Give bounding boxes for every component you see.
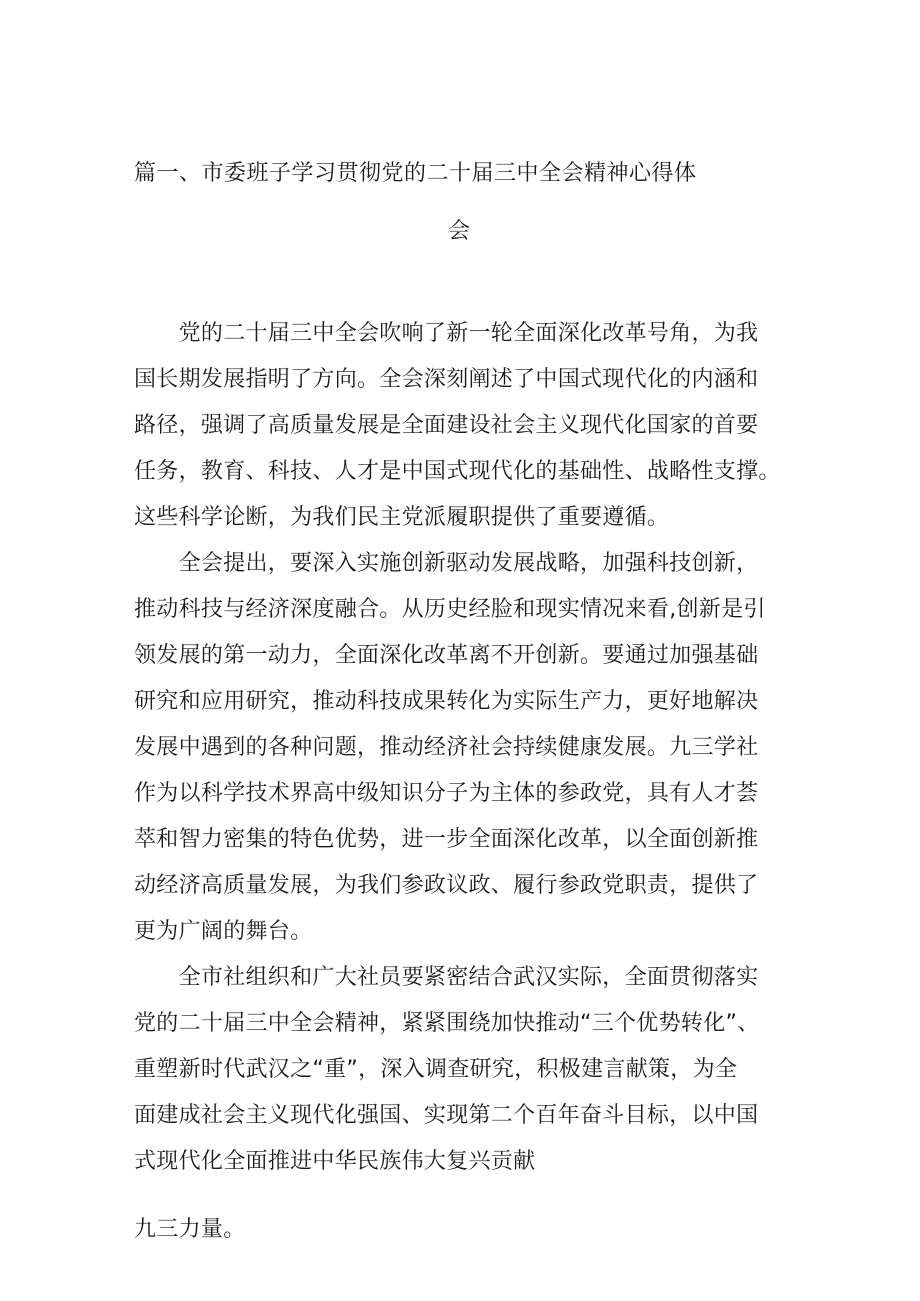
body-line: 研究和应用研究，推动科技成果转化为实际生产力，更好地解决 <box>134 689 759 714</box>
body-line: 全会提出，要深入实施创新驱动发展战略，加强科技创新， <box>134 551 759 576</box>
body-line: 这些科学论断，为我们民主党派履职提供了重要遵循。 <box>134 505 670 530</box>
document-title-line-2: 会 <box>448 219 471 244</box>
body-line: 面建成社会主义现代化强国、实现第二个百年奋斗目标，以中国 <box>134 1103 759 1128</box>
body-line: 党的二十届三中全会吹响了新一轮全面深化改革号角，为我 <box>134 321 759 346</box>
body-line: 九三力量。 <box>134 1217 246 1242</box>
body-line: 发展中遇到的各种问题，推动经济社会持续健康发展。九三学社 <box>134 735 759 760</box>
body-line: 式现代化全面推进中华民族伟大复兴贡献 <box>134 1149 536 1174</box>
body-line: 党的二十届三中全会精神，紧紧围绕加快推动“三个优势转化”、 <box>134 1011 760 1036</box>
body-line: 任务，教育、科技、人才是中国式现代化的基础性、战略性支撑。 <box>134 459 781 484</box>
body-line: 萃和智力密集的特色优势，进一步全面深化改革，以全面创新推 <box>134 827 759 852</box>
body-line: 全市社组织和广大社员要紧密结合武汉实际，全面贯彻落实 <box>134 965 759 990</box>
body-line: 路径，强调了高质量发展是全面建设社会主义现代化国家的首要 <box>134 413 759 438</box>
body-line: 领发展的第一动力，全面深化改革离不开创新。要通过加强基础 <box>134 643 759 668</box>
body-line: 国长期发展指明了方向。全会深刻阐述了中国式现代化的内涵和 <box>134 367 759 392</box>
document-title-line-1: 篇一、市委班子学习贯彻党的二十届三中全会精神心得体 <box>134 161 697 186</box>
body-line: 更为广阔的舞台。 <box>134 919 313 944</box>
body-line: 动经济高质量发展，为我们参政议政、履行参政党职责，提供了 <box>134 873 759 898</box>
body-line: 推动科技与经济深度融合。从历史经脸和现实情况来看,创新是引 <box>134 597 766 622</box>
body-line: 重塑新时代武汉之“重”，深入调查研究，积极建言献策，为全 <box>134 1057 738 1082</box>
body-line: 作为以科学技术界高中级知识分子为主体的参政党，具有人才荟 <box>134 781 759 806</box>
